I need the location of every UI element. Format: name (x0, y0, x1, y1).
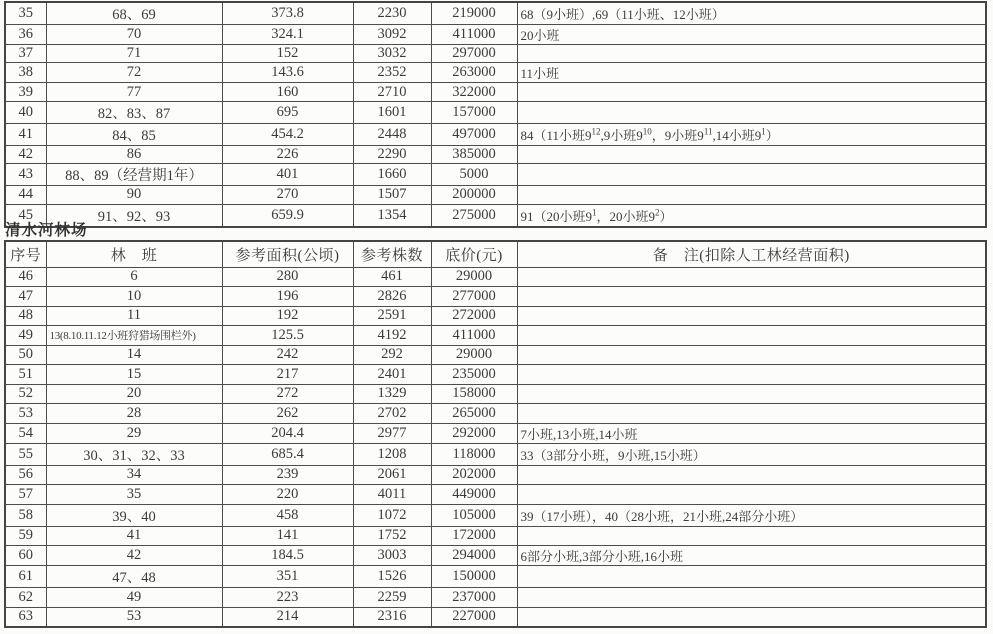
cell-remark (517, 101, 986, 123)
cell-area: 223 (222, 588, 353, 608)
cell-price: 172000 (431, 526, 517, 546)
cell-area: 324.1 (222, 25, 353, 45)
table-row (5, 465, 986, 485)
cell-remark: 91（20小班$9^1$，20小班$9^2$） (517, 204, 986, 227)
cell-no: 56 (5, 465, 46, 485)
cell-price: 237000 (431, 588, 517, 608)
cell-trees: 1526 (353, 566, 431, 588)
table-row (5, 83, 986, 101)
cell-ban: 77 (46, 83, 222, 101)
table-row (5, 404, 986, 424)
cell-trees: 1354 (353, 204, 431, 227)
table-row (5, 123, 986, 145)
cell-area: 125.5 (222, 326, 353, 346)
cell-ban: 20 (46, 384, 222, 404)
cell-price: 202000 (431, 465, 517, 485)
cell-no: 53 (5, 404, 46, 424)
cell-no: 63 (5, 607, 46, 627)
cell-no: 52 (5, 384, 46, 404)
table-row (5, 186, 986, 204)
cell-ban: 70 (46, 25, 222, 45)
cell-area: 373.8 (222, 2, 353, 25)
cell-area: 401 (222, 164, 353, 186)
table-row (5, 164, 986, 186)
cell-trees: 2977 (353, 423, 431, 443)
cell-price: 200000 (431, 186, 517, 204)
table-row (5, 326, 986, 346)
table-row (5, 504, 986, 526)
cell-ban: 10 (46, 287, 222, 307)
table-section-1 (4, 1, 987, 228)
table-row (5, 287, 986, 307)
cell-remark: 6部分小班,3部分小班,16小班 (517, 546, 986, 566)
header-ban: 林 班 (46, 241, 222, 267)
table-row (5, 2, 986, 25)
cell-no: 50 (5, 345, 46, 365)
cell-price: 385000 (431, 145, 517, 163)
table-section-2 (4, 240, 987, 628)
cell-remark (517, 287, 986, 307)
cell-remark: 20小班 (517, 25, 986, 45)
cell-area: 152 (222, 45, 353, 63)
cell-no: 47 (5, 287, 46, 307)
cell-price: 272000 (431, 306, 517, 326)
cell-ban: 71 (46, 45, 222, 63)
cell-area: 280 (222, 267, 353, 287)
cell-price: 5000 (431, 164, 517, 186)
cell-trees: 3003 (353, 546, 431, 566)
cell-area: 272 (222, 384, 353, 404)
cell-trees: 1601 (353, 101, 431, 123)
cell-ban: 84、85 (46, 123, 222, 145)
table-row (5, 306, 986, 326)
table-row (5, 566, 986, 588)
cell-price: 322000 (431, 83, 517, 101)
cell-price: 157000 (431, 101, 517, 123)
cell-ban: 30、31、32、33 (46, 443, 222, 465)
cell-remark (517, 306, 986, 326)
cell-area: 695 (222, 101, 353, 123)
cell-price: 265000 (431, 404, 517, 424)
cell-price: 411000 (431, 25, 517, 45)
cell-no: 37 (5, 45, 46, 63)
cell-remark: 11小班 (517, 63, 986, 83)
cell-ban: 88、89（经营期1年） (46, 164, 222, 186)
cell-trees: 292 (353, 345, 431, 365)
cell-trees: 1660 (353, 164, 431, 186)
cell-trees: 2448 (353, 123, 431, 145)
cell-ban: 86 (46, 145, 222, 163)
cell-price: 118000 (431, 443, 517, 465)
header-trees: 参考株数 (353, 241, 431, 267)
cell-area: 685.4 (222, 443, 353, 465)
cell-price: 29000 (431, 345, 517, 365)
cell-price: 227000 (431, 607, 517, 627)
table-row (5, 607, 986, 627)
cell-area: 192 (222, 306, 353, 326)
table-row (5, 384, 986, 404)
cell-remark (517, 45, 986, 63)
table-row (5, 588, 986, 608)
cell-area: 351 (222, 566, 353, 588)
table-row (5, 443, 986, 465)
cell-trees: 1507 (353, 186, 431, 204)
cell-ban: 42 (46, 546, 222, 566)
cell-remark: 39（17小班），40（28小班，21小班,24部分小班） (517, 504, 986, 526)
table-row (5, 267, 986, 287)
cell-ban: 68、69 (46, 2, 222, 25)
cell-no: 44 (5, 186, 46, 204)
cell-price: 277000 (431, 287, 517, 307)
table-row (5, 63, 986, 83)
table-row (5, 526, 986, 546)
cell-trees: 1072 (353, 504, 431, 526)
cell-trees: 2061 (353, 465, 431, 485)
cell-no: 40 (5, 101, 46, 123)
table-row (5, 365, 986, 385)
cell-area: 196 (222, 287, 353, 307)
cell-ban: 15 (46, 365, 222, 385)
cell-no: 62 (5, 588, 46, 608)
cell-trees: 4192 (353, 326, 431, 346)
cell-no: 59 (5, 526, 46, 546)
cell-no: 46 (5, 267, 46, 287)
cell-remark (517, 465, 986, 485)
cell-price: 297000 (431, 45, 517, 63)
cell-area: 262 (222, 404, 353, 424)
cell-no: 58 (5, 504, 46, 526)
cell-ban: 41 (46, 526, 222, 546)
table-row (5, 101, 986, 123)
cell-ban: 47、48 (46, 566, 222, 588)
cell-price: 294000 (431, 546, 517, 566)
table-row (5, 25, 986, 45)
cell-ban: 34 (46, 465, 222, 485)
cell-remark (517, 526, 986, 546)
table-header-row (5, 241, 986, 267)
cell-no: 60 (5, 546, 46, 566)
cell-price: 449000 (431, 485, 517, 505)
cell-no: 48 (5, 306, 46, 326)
cell-price: 292000 (431, 423, 517, 443)
table-section-2-body (5, 267, 986, 627)
cell-price: 411000 (431, 326, 517, 346)
section-title: 清水河林场 (5, 222, 88, 239)
cell-area: 242 (222, 345, 353, 365)
cell-remark (517, 186, 986, 204)
cell-no: 36 (5, 25, 46, 45)
cell-remark: 33（3部分小班，9小班,15小班） (517, 443, 986, 465)
cell-remark (517, 145, 986, 163)
cell-remark: 84（11小班$9^{12},9$小班$9^{10}$，9小班$9^{11},14$小班$9^1$） (517, 123, 986, 145)
cell-trees: 2259 (353, 588, 431, 608)
table-row (5, 485, 986, 505)
cell-trees: 461 (353, 267, 431, 287)
cell-trees: 2591 (353, 306, 431, 326)
cell-no: 54 (5, 423, 46, 443)
cell-ban: 39、40 (46, 504, 222, 526)
cell-area: 458 (222, 504, 353, 526)
cell-price: 497000 (431, 123, 517, 145)
cell-area: 226 (222, 145, 353, 163)
cell-area: 217 (222, 365, 353, 385)
cell-no: 49 (5, 326, 46, 346)
cell-remark (517, 566, 986, 588)
cell-price: 263000 (431, 63, 517, 83)
cell-remark (517, 607, 986, 627)
cell-trees: 1329 (353, 384, 431, 404)
cell-remark: 7小班,13小班,14小班 (517, 423, 986, 443)
cell-trees: 2702 (353, 404, 431, 424)
table-row (5, 423, 986, 443)
cell-no: 41 (5, 123, 46, 145)
cell-price: 150000 (431, 566, 517, 588)
cell-trees: 1208 (353, 443, 431, 465)
cell-trees: 3092 (353, 25, 431, 45)
cell-remark (517, 384, 986, 404)
cell-price: 219000 (431, 2, 517, 25)
cell-ban: 35 (46, 485, 222, 505)
cell-ban: 49 (46, 588, 222, 608)
cell-area: 220 (222, 485, 353, 505)
cell-ban: 91、92、93 (46, 204, 222, 227)
cell-trees: 2316 (353, 607, 431, 627)
cell-area: 270 (222, 186, 353, 204)
cell-remark (517, 404, 986, 424)
cell-trees: 3032 (353, 45, 431, 63)
cell-ban: 14 (46, 345, 222, 365)
table-row (5, 204, 986, 227)
cell-ban: 11 (46, 306, 222, 326)
cell-remark (517, 164, 986, 186)
cell-area: 454.2 (222, 123, 353, 145)
cell-trees: 2401 (353, 365, 431, 385)
cell-no: 45 (5, 204, 46, 227)
cell-ban: 72 (46, 63, 222, 83)
cell-trees: 2826 (353, 287, 431, 307)
cell-no: 57 (5, 485, 46, 505)
cell-area: 239 (222, 465, 353, 485)
cell-no: 43 (5, 164, 46, 186)
cell-ban: 82、83、87 (46, 101, 222, 123)
cell-no: 61 (5, 566, 46, 588)
cell-price: 158000 (431, 384, 517, 404)
cell-remark (517, 588, 986, 608)
cell-area: 143.6 (222, 63, 353, 83)
cell-no: 35 (5, 2, 46, 25)
cell-remark (517, 267, 986, 287)
table-row (5, 546, 986, 566)
cell-area: 204.4 (222, 423, 353, 443)
cell-no: 55 (5, 443, 46, 465)
header-price: 底价(元) (431, 241, 517, 267)
header-area: 参考面积(公顷) (222, 241, 353, 267)
cell-area: 659.9 (222, 204, 353, 227)
cell-remark (517, 485, 986, 505)
cell-trees: 2230 (353, 2, 431, 25)
header-remark: 备 注(扣除人工林经营面积) (517, 241, 986, 267)
cell-no: 51 (5, 365, 46, 385)
table-section-1-body (5, 2, 986, 227)
cell-remark (517, 83, 986, 101)
cell-area: 141 (222, 526, 353, 546)
cell-price: 235000 (431, 365, 517, 385)
cell-remark: 68（9小班）,69（11小班、12小班） (517, 2, 986, 25)
cell-ban: 90 (46, 186, 222, 204)
cell-area: 214 (222, 607, 353, 627)
cell-area: 160 (222, 83, 353, 101)
cell-remark (517, 365, 986, 385)
cell-trees: 1752 (353, 526, 431, 546)
cell-trees: 4011 (353, 485, 431, 505)
table-row (5, 145, 986, 163)
cell-no: 42 (5, 145, 46, 163)
cell-price: 105000 (431, 504, 517, 526)
cell-trees: 2290 (353, 145, 431, 163)
cell-no: 38 (5, 63, 46, 83)
cell-remark (517, 326, 986, 346)
header-no: 序号 (5, 241, 46, 267)
cell-remark (517, 345, 986, 365)
cell-trees: 2710 (353, 83, 431, 101)
cell-no: 39 (5, 83, 46, 101)
cell-area: 184.5 (222, 546, 353, 566)
cell-price: 275000 (431, 204, 517, 227)
cell-ban: 13(8.10.11.12小班狩猎场围栏外) (46, 326, 222, 346)
table-row (5, 45, 986, 63)
cell-ban: 28 (46, 404, 222, 424)
cell-ban: 53 (46, 607, 222, 627)
cell-trees: 2352 (353, 63, 431, 83)
table-row (5, 345, 986, 365)
cell-ban: 29 (46, 423, 222, 443)
cell-ban: 6 (46, 267, 222, 287)
cell-price: 29000 (431, 267, 517, 287)
